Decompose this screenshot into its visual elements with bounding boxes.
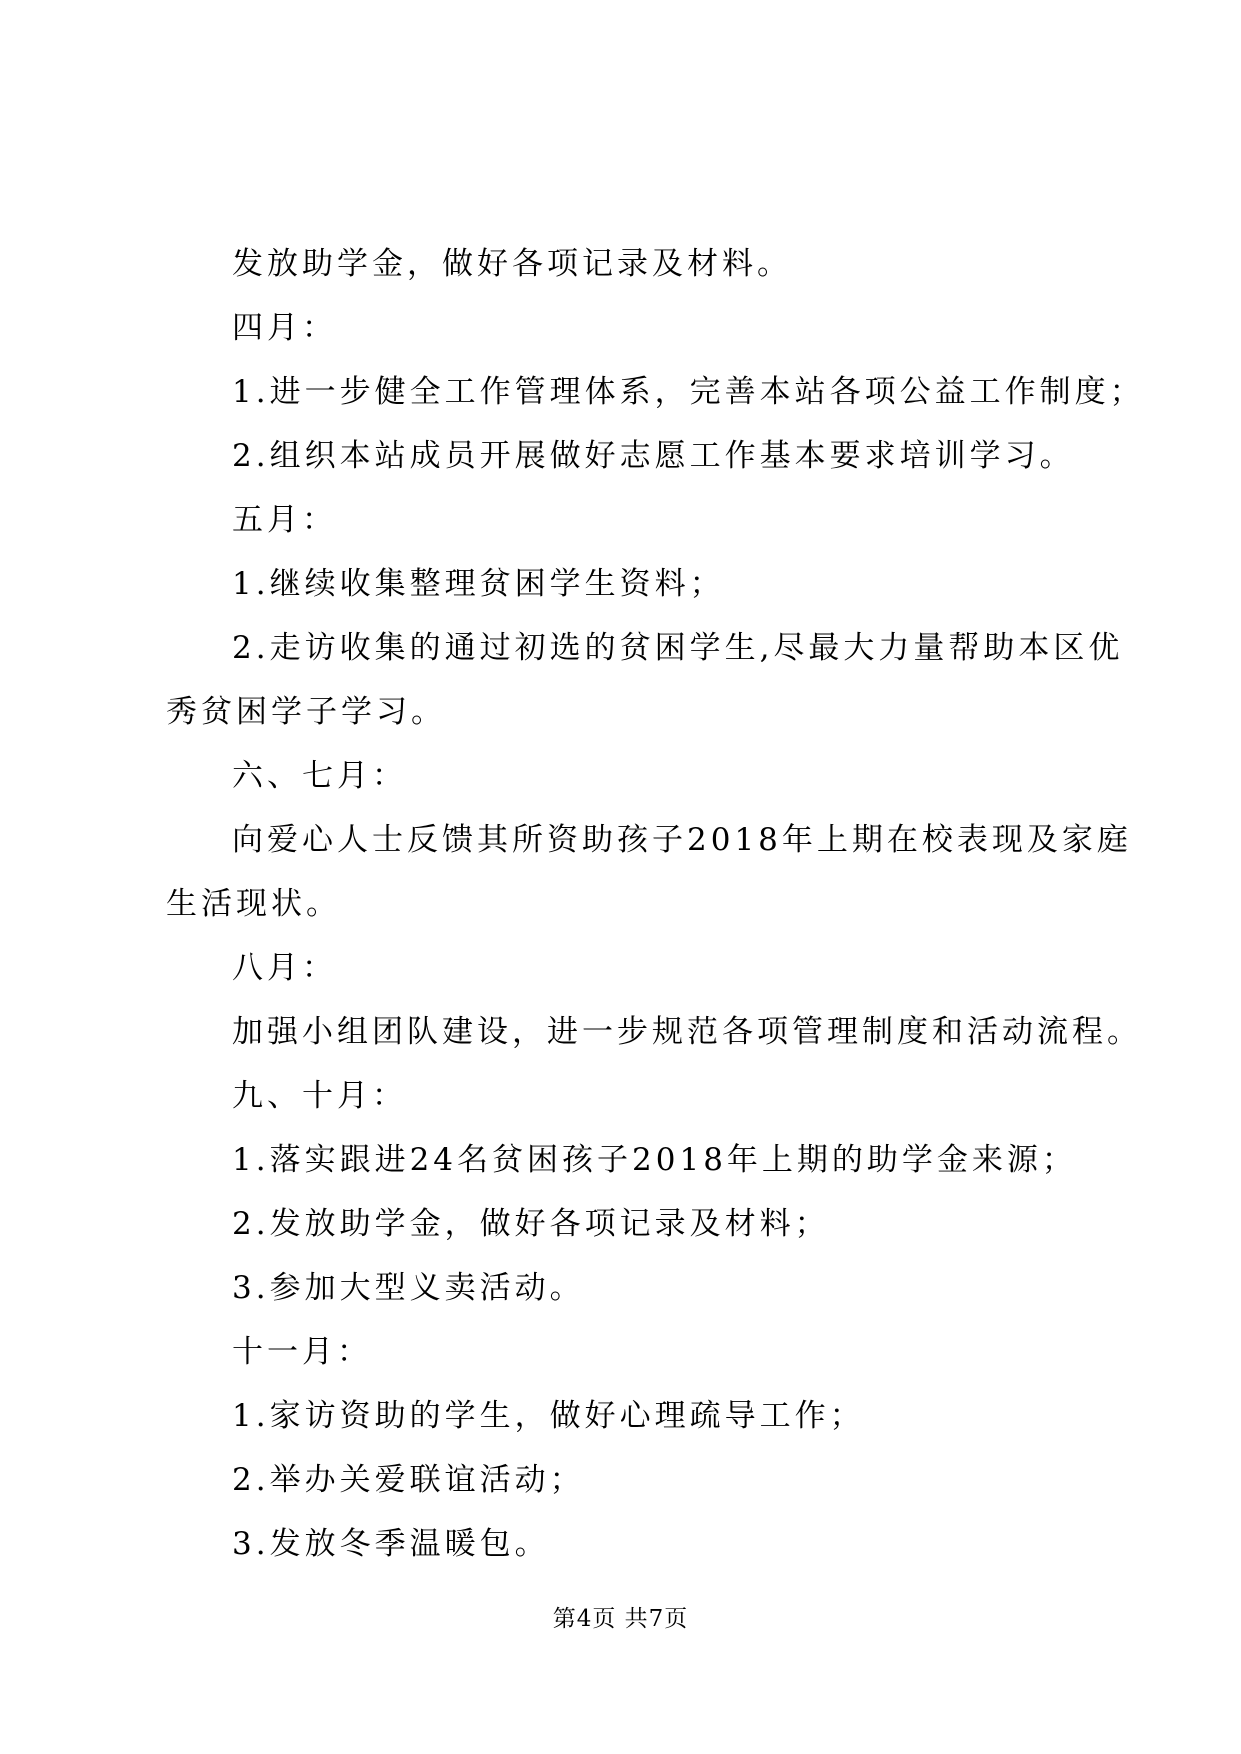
paragraph: 加强小组团队建设，进一步规范各项管理制度和活动流程。: [232, 1014, 1142, 1050]
paragraph-continuation: 生活现状。: [166, 886, 341, 922]
list-item: 1.落实跟进24名贫困孩子2018年上期的助学金来源；: [232, 1142, 1077, 1178]
section-heading-april: 四月：: [232, 310, 337, 346]
list-item: 2.组织本站成员开展做好志愿工作基本要求培训学习。: [232, 438, 1075, 474]
list-item: 2.发放助学金，做好各项记录及材料；: [232, 1206, 830, 1242]
list-item: 1.继续收集整理贫困学生资料；: [232, 566, 725, 602]
paragraph: 发放助学金，做好各项记录及材料。: [232, 246, 792, 282]
paragraph: 向爱心人士反馈其所资助孩子2018年上期在校表现及家庭: [232, 822, 1132, 858]
section-heading-may: 五月：: [232, 502, 337, 538]
list-item: 3.参加大型义卖活动。: [232, 1270, 585, 1306]
section-heading-september-october: 九、十月：: [232, 1078, 407, 1114]
list-item: 3.发放冬季温暖包。: [232, 1526, 550, 1562]
list-item: 1.进一步健全工作管理体系，完善本站各项公益工作制度；: [232, 374, 1145, 410]
page-number: 第4页 共7页: [552, 1606, 689, 1632]
list-item: 1.家访资助的学生，做好心理疏导工作；: [232, 1398, 865, 1434]
document-body: [166, 232, 1145, 1576]
section-heading-june-july: 六、七月：: [232, 758, 407, 794]
section-heading-august: 八月：: [232, 950, 337, 986]
section-heading-november: 十一月：: [232, 1334, 372, 1370]
list-item: 2.走访收集的通过初选的贫困学生,尽最大力量帮助本区优: [232, 630, 1124, 666]
list-item: 2.举办关爱联谊活动；: [232, 1462, 585, 1498]
list-item-continuation: 秀贫困学子学习。: [166, 694, 446, 730]
page-footer: [0, 1600, 1241, 1633]
